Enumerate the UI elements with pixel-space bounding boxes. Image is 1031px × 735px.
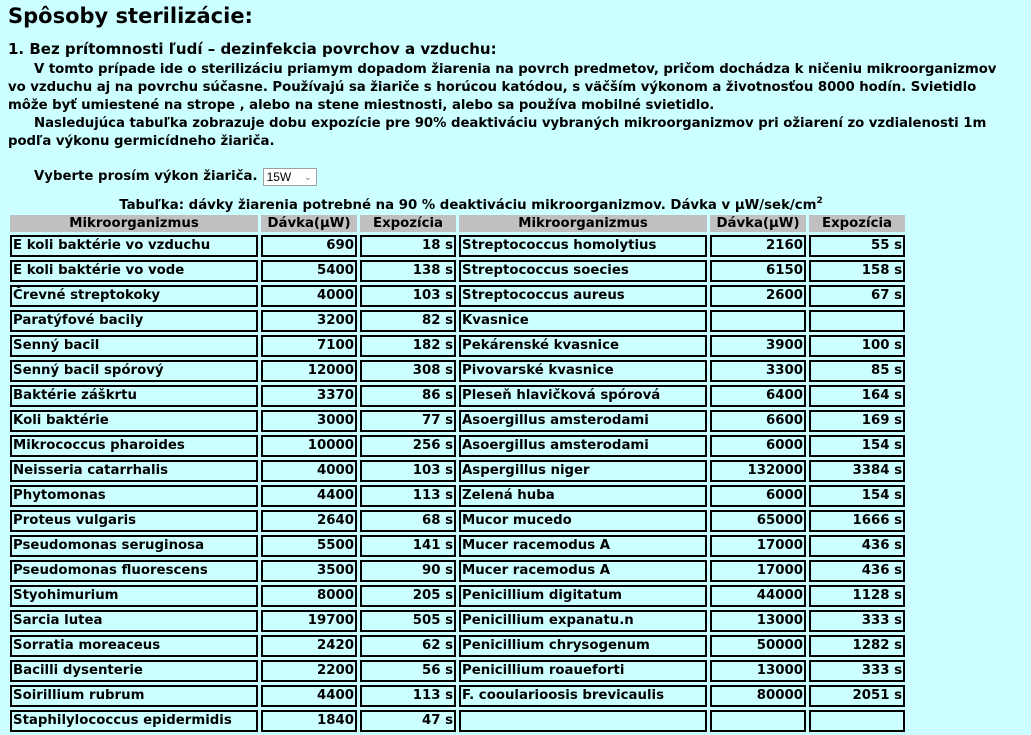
cell-organism: Črevné streptokoky bbox=[10, 285, 258, 307]
table-row bbox=[10, 435, 905, 457]
cell-organism: Sarcia lutea bbox=[10, 610, 258, 632]
cell-exposure-2: 333 s bbox=[809, 610, 905, 632]
cell-organism: Staphilylococcus epidermidis bbox=[10, 710, 258, 732]
table-caption-superscript: 2 bbox=[816, 196, 823, 206]
cell-dose: 10000 bbox=[261, 435, 357, 457]
cell-dose: 5500 bbox=[261, 535, 357, 557]
header-exposure: Expozícia bbox=[360, 215, 456, 232]
cell-organism-2: Zelená huba bbox=[459, 485, 707, 507]
cell-dose: 2640 bbox=[261, 510, 357, 532]
cell-dose-2: 65000 bbox=[710, 510, 806, 532]
cell-organism: Soirillium rubrum bbox=[10, 685, 258, 707]
table-row bbox=[10, 685, 905, 707]
cell-exposure-2: 1128 s bbox=[809, 585, 905, 607]
cell-exposure-2: 67 s bbox=[809, 285, 905, 307]
cell-dose: 3500 bbox=[261, 560, 357, 582]
intro-paragraph: V tomto prípade ide o sterilizáciu priamym dopadom žiarenia na povrch predmetov, pričom dochádza k ničeniu mikroorganizmov vo vzduchu aj na povrchu súčasne. Používajú sa žiariče s horúcou katódou, s väčším výkonom a životnosťou 8000 hodín. Svietidlo môže byť umiestené na strope , alebo na stene miestnosti, alebo sa používa mobilné svietidlo. bbox=[8, 62, 997, 113]
cell-organism-2: Pivovarské kvasnice bbox=[459, 360, 707, 382]
cell-dose: 7100 bbox=[261, 335, 357, 357]
cell-organism: Proteus vulgaris bbox=[10, 510, 258, 532]
cell-dose-2: 17000 bbox=[710, 535, 806, 557]
cell-organism-2: Aspergillus niger bbox=[459, 460, 707, 482]
cell-organism-2: Kvasnice bbox=[459, 310, 707, 332]
cell-exposure: 47 s bbox=[360, 710, 456, 732]
cell-exposure: 113 s bbox=[360, 685, 456, 707]
cell-organism-2: Asoergillus amsterodami bbox=[459, 435, 707, 457]
cell-organism-2: Mucer racemodus A bbox=[459, 560, 707, 582]
cell-dose-2: 2160 bbox=[710, 235, 806, 257]
cell-dose: 690 bbox=[261, 235, 357, 257]
cell-dose-2 bbox=[710, 310, 806, 332]
table-row bbox=[10, 385, 905, 407]
table-row bbox=[10, 485, 905, 507]
cell-dose-2: 13000 bbox=[710, 610, 806, 632]
cell-dose: 19700 bbox=[261, 610, 357, 632]
cell-exposure: 56 s bbox=[360, 660, 456, 682]
cell-organism: E koli baktérie vo vode bbox=[10, 260, 258, 282]
cell-dose-2: 44000 bbox=[710, 585, 806, 607]
cell-dose: 3200 bbox=[261, 310, 357, 332]
cell-dose-2: 17000 bbox=[710, 560, 806, 582]
cell-exposure: 90 s bbox=[360, 560, 456, 582]
cell-exposure: 308 s bbox=[360, 360, 456, 382]
cell-dose: 12000 bbox=[261, 360, 357, 382]
cell-dose: 2420 bbox=[261, 635, 357, 657]
cell-dose-2: 13000 bbox=[710, 660, 806, 682]
table-row bbox=[10, 635, 905, 657]
cell-organism: Styohimurium bbox=[10, 585, 258, 607]
cell-dose-2: 2600 bbox=[710, 285, 806, 307]
table-header-row bbox=[10, 215, 905, 232]
table-row bbox=[10, 460, 905, 482]
cell-organism: Baktérie záškrtu bbox=[10, 385, 258, 407]
cell-exposure: 138 s bbox=[360, 260, 456, 282]
cell-exposure: 256 s bbox=[360, 435, 456, 457]
table-row bbox=[10, 585, 905, 607]
cell-exposure: 77 s bbox=[360, 410, 456, 432]
cell-exposure: 103 s bbox=[360, 460, 456, 482]
table-row bbox=[10, 310, 905, 332]
header-dose-2: Dávka(µW) bbox=[710, 215, 806, 232]
cell-organism: Paratýfové bacily bbox=[10, 310, 258, 332]
header-organism: Mikroorganizmus bbox=[10, 215, 258, 232]
cell-organism: Koli baktérie bbox=[10, 410, 258, 432]
cell-dose: 1840 bbox=[261, 710, 357, 732]
cell-exposure-2: 436 s bbox=[809, 560, 905, 582]
cell-organism: Sorratia moreaceus bbox=[10, 635, 258, 657]
cell-organism: Phytomonas bbox=[10, 485, 258, 507]
cell-exposure: 103 s bbox=[360, 285, 456, 307]
cell-exposure-2: 158 s bbox=[809, 260, 905, 282]
cell-dose-2: 3900 bbox=[710, 335, 806, 357]
cell-organism: Senný bacil bbox=[10, 335, 258, 357]
cell-exposure-2 bbox=[809, 710, 905, 732]
table-row bbox=[10, 560, 905, 582]
cell-dose-2: 50000 bbox=[710, 635, 806, 657]
cell-exposure-2: 1282 s bbox=[809, 635, 905, 657]
table-row bbox=[10, 235, 905, 257]
cell-organism-2: Streptococcus homolytius bbox=[459, 235, 707, 257]
cell-organism-2: Streptococcus soecies bbox=[459, 260, 707, 282]
table-body bbox=[10, 235, 905, 732]
cell-organism-2: Pekárenské kvasnice bbox=[459, 335, 707, 357]
cell-organism-2: Penicillium digitatum bbox=[459, 585, 707, 607]
cell-exposure: 82 s bbox=[360, 310, 456, 332]
cell-dose-2: 6000 bbox=[710, 435, 806, 457]
cell-dose: 4000 bbox=[261, 285, 357, 307]
cell-organism: Bacilli dysenterie bbox=[10, 660, 258, 682]
cell-organism: Pseudomonas seruginosa bbox=[10, 535, 258, 557]
cell-dose: 3000 bbox=[261, 410, 357, 432]
table-row bbox=[10, 610, 905, 632]
table-row bbox=[10, 710, 905, 732]
cell-exposure-2: 55 s bbox=[809, 235, 905, 257]
power-select-value: 15W bbox=[266, 170, 292, 184]
table-row bbox=[10, 260, 905, 282]
header-organism-2: Mikroorganizmus bbox=[459, 215, 707, 232]
cell-organism: E koli baktérie vo vzduchu bbox=[10, 235, 258, 257]
cell-organism: Pseudomonas fluorescens bbox=[10, 560, 258, 582]
dose-table bbox=[7, 212, 908, 735]
power-select[interactable] bbox=[263, 168, 317, 186]
table-caption bbox=[8, 197, 930, 214]
power-select-row bbox=[8, 165, 1031, 189]
cell-exposure-2: 164 s bbox=[809, 385, 905, 407]
cell-dose: 8000 bbox=[261, 585, 357, 607]
cell-exposure: 68 s bbox=[360, 510, 456, 532]
table-row bbox=[10, 285, 905, 307]
cell-organism-2: Penicillium roaueforti bbox=[459, 660, 707, 682]
cell-dose-2: 80000 bbox=[710, 685, 806, 707]
cell-dose: 3370 bbox=[261, 385, 357, 407]
chevron-down-icon: ⌄ bbox=[304, 172, 312, 182]
cell-organism-2: Pleseň hlavičková spórová bbox=[459, 385, 707, 407]
cell-dose-2: 132000 bbox=[710, 460, 806, 482]
cell-organism-2 bbox=[459, 710, 707, 732]
cell-exposure-2: 169 s bbox=[809, 410, 905, 432]
cell-dose: 4000 bbox=[261, 460, 357, 482]
cell-exposure-2 bbox=[809, 310, 905, 332]
cell-organism-2: Penicillium chrysogenum bbox=[459, 635, 707, 657]
cell-exposure-2: 2051 s bbox=[809, 685, 905, 707]
cell-dose-2: 6150 bbox=[710, 260, 806, 282]
cell-dose: 4400 bbox=[261, 685, 357, 707]
cell-dose-2: 6400 bbox=[710, 385, 806, 407]
cell-dose-2: 3300 bbox=[710, 360, 806, 382]
cell-dose-2 bbox=[710, 710, 806, 732]
table-row bbox=[10, 360, 905, 382]
cell-organism: Mikrococcus pharoides bbox=[10, 435, 258, 457]
cell-dose-2: 6600 bbox=[710, 410, 806, 432]
table-row bbox=[10, 410, 905, 432]
cell-organism: Neisseria catarrhalis bbox=[10, 460, 258, 482]
cell-exposure: 18 s bbox=[360, 235, 456, 257]
cell-exposure-2: 154 s bbox=[809, 485, 905, 507]
cell-exposure-2: 100 s bbox=[809, 335, 905, 357]
cell-exposure-2: 333 s bbox=[809, 660, 905, 682]
cell-exposure: 182 s bbox=[360, 335, 456, 357]
table-row bbox=[10, 660, 905, 682]
power-select-label: Vyberte prosím výkon žiariča. bbox=[34, 169, 258, 184]
table-caption-text: Tabuľka: dávky žiarenia potrebné na 90 % deaktiváciu mikroorganizmov. Dávka v µW/sek/cm bbox=[119, 198, 817, 213]
cell-dose: 4400 bbox=[261, 485, 357, 507]
cell-organism-2: Streptococcus aureus bbox=[459, 285, 707, 307]
cell-exposure-2: 3384 s bbox=[809, 460, 905, 482]
section-heading: 1. Bez prítomnosti ľudí – dezinfekcia povrchov a vzduchu: bbox=[8, 40, 497, 58]
cell-exposure-2: 154 s bbox=[809, 435, 905, 457]
cell-exposure: 141 s bbox=[360, 535, 456, 557]
cell-organism: Senný bacil spórový bbox=[10, 360, 258, 382]
cell-exposure: 113 s bbox=[360, 485, 456, 507]
cell-dose: 2200 bbox=[261, 660, 357, 682]
header-exposure-2: Expozícia bbox=[809, 215, 905, 232]
cell-exposure: 205 s bbox=[360, 585, 456, 607]
cell-dose-2: 6000 bbox=[710, 485, 806, 507]
cell-organism-2: Mucer racemodus A bbox=[459, 535, 707, 557]
cell-organism-2: Mucor mucedo bbox=[459, 510, 707, 532]
cell-organism-2: F. cooularioosis brevicaulis bbox=[459, 685, 707, 707]
table-row bbox=[10, 335, 905, 357]
cell-exposure-2: 85 s bbox=[809, 360, 905, 382]
cell-exposure: 505 s bbox=[360, 610, 456, 632]
cell-exposure-2: 1666 s bbox=[809, 510, 905, 532]
table-row bbox=[10, 510, 905, 532]
cell-organism-2: Asoergillus amsterodami bbox=[459, 410, 707, 432]
cell-dose: 5400 bbox=[261, 260, 357, 282]
page-title: Spôsoby sterilizácie: bbox=[8, 4, 253, 28]
table-description-paragraph: Nasledujúca tabuľka zobrazuje dobu expozície pre 90% deaktiváciu vybraných mikroorganizmov pri ožiarení zo vzdialenosti 1m podľa výkonu germicídneho žiariča. bbox=[8, 116, 987, 149]
cell-exposure: 86 s bbox=[360, 385, 456, 407]
header-dose: Dávka(µW) bbox=[261, 215, 357, 232]
cell-organism-2: Penicillium expanatu.n bbox=[459, 610, 707, 632]
table-row bbox=[10, 535, 905, 557]
cell-exposure: 62 s bbox=[360, 635, 456, 657]
cell-exposure-2: 436 s bbox=[809, 535, 905, 557]
